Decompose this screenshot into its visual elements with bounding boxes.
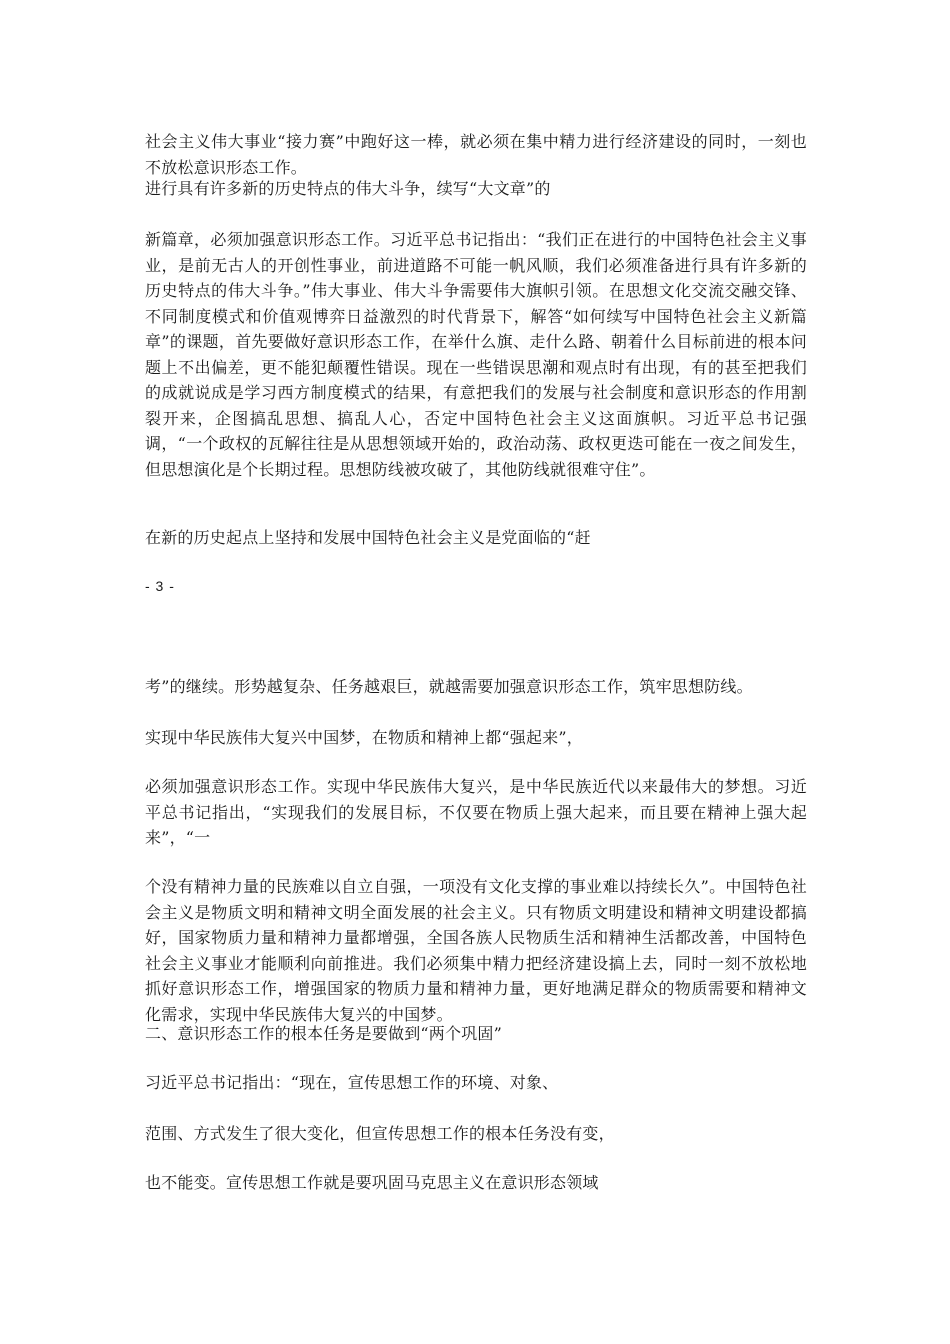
section-heading: 二、意识形态工作的根本任务是要做到“两个巩固”	[145, 1024, 502, 1043]
paragraph: 个没有精神力量的民族难以自立自强，一项没有文化支撑的事业难以持续长久”。中国特色社会主义是物质文明和精神文明全面发展的社会主义。只有物质文明建设和精神文明建设都搞好，国家物质力量和精神力量都增强，全国各族人民物质生活和精神生活都改善，中国特色社会主义事业才能顺利向前推进。我们必须集中精力把经济建设搞上去，同时一刻不放松地抓好意识形态工作，增强国家的物质力量和精神力量，更好地满足群众的物质需要和精神文化需求，实现中华民族伟大复兴的中国梦。	[145, 877, 807, 1024]
paragraph: 社会主义伟大事业“接力赛”中跑好这一棒，就必须在集中精力进行经济建设的同时，一刻也不放松意识形态工作。	[145, 132, 807, 177]
paragraph: 在新的历史起点上坚持和发展中国特色社会主义是党面临的“赶	[145, 528, 591, 547]
paragraph: 必须加强意识形态工作。实现中华民族伟大复兴，是中华民族近代以来最伟大的梦想。习近平总书记指出，“实现我们的发展目标，不仅要在物质上强大起来，而且要在精神上强大起来”，“一	[145, 777, 807, 847]
paragraph: 范围、方式发生了很大变化，但宣传思想工作的根本任务没有变，	[145, 1124, 615, 1143]
paragraph: 习近平总书记指出：“现在，宣传思想工作的环境、对象、	[145, 1073, 559, 1092]
paragraph: 考”的继续。形势越复杂、任务越艰巨，就越需要加强意识形态工作，筑牢思想防线。	[145, 677, 753, 696]
paragraph: 进行具有许多新的历史特点的伟大斗争，续写“大文章”的	[145, 179, 551, 198]
paragraph: 新篇章，必须加强意识形态工作。习近平总书记指出：“我们正在进行的中国特色社会主义事业，是前无古人的开创性事业，前进道路不可能一帆风顺，我们必须准备进行具有许多新的历史特点的伟大斗争。”伟大事业、伟大斗争需要伟大旗帜引领。在思想文化交流交融交锋、不同制度模式和价值观博弈日益激烈的时代背景下，解答“如何续写中国特色社会主义新篇章”的课题，首先要做好意识形态工作，在举什么旗、走什么路、朝着什么目标前进的根本问题上不出偏差，更不能犯颠覆性错误。现在一些错误思潮和观点时有出现，有的甚至把我们的成就说成是学习西方制度模式的结果，有意把我们的发展与社会制度和意识形态的作用割裂开来，企图搞乱思想、搞乱人心，否定中国特色社会主义这面旗帜。习近平总书记强调，“一个政权的瓦解往往是从思想领域开始的，政治动荡、政权更迭可能在一夜之间发生，但思想演化是个长期过程。思想防线被攻破了，其他防线就很难守住”。	[145, 230, 807, 479]
paragraph: 实现中华民族伟大复兴中国梦，在物质和精神上都“强起来”，	[145, 728, 583, 747]
page-number: - 3 -	[145, 578, 175, 594]
paragraph: 也不能变。宣传思想工作就是要巩固马克思主义在意识形态领域	[145, 1173, 599, 1192]
